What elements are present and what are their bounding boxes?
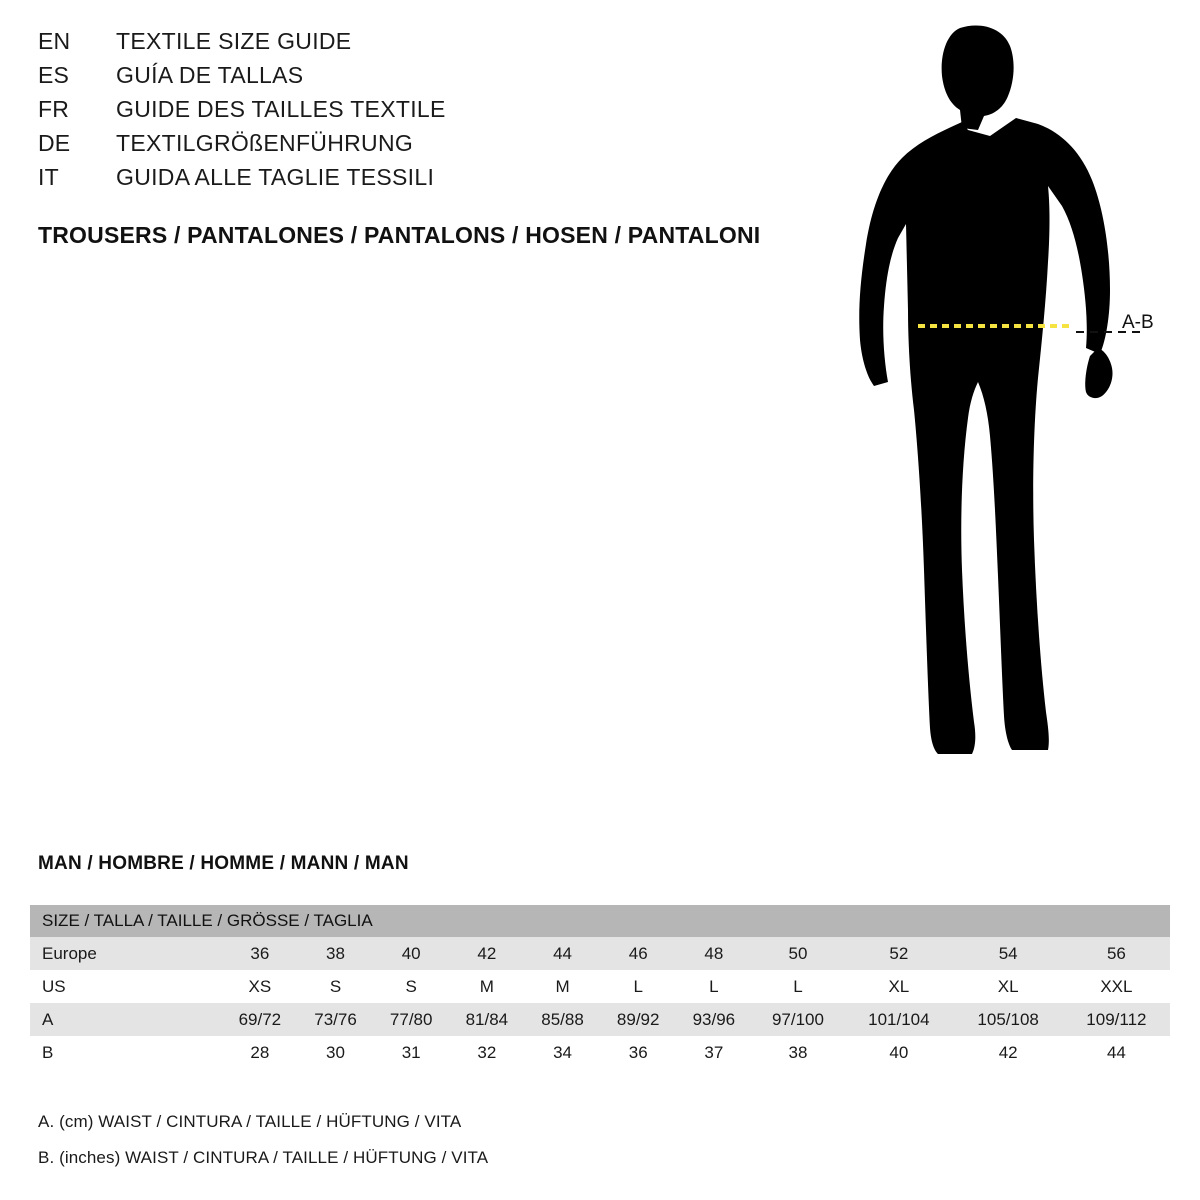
language-title: GUIDA ALLE TAGLIE TESSILI — [116, 164, 435, 190]
table-cell: L — [752, 970, 844, 1003]
table-cell: 81/84 — [449, 1003, 525, 1036]
table-cell: L — [676, 970, 752, 1003]
language-row — [38, 62, 798, 96]
table-cell: 37 — [676, 1036, 752, 1069]
table-cell: 93/96 — [676, 1003, 752, 1036]
table-cell: 46 — [600, 937, 676, 970]
language-row — [38, 28, 798, 62]
language-title: TEXTILGRÖßENFÜHRUNG — [116, 130, 414, 156]
table-cell: 48 — [676, 937, 752, 970]
table-cell: M — [449, 970, 525, 1003]
table-cell: XXL — [1063, 970, 1170, 1003]
language-code: ES — [38, 62, 70, 88]
table-row — [30, 970, 1170, 1003]
table-group-heading: MAN / HOMBRE / HOMME / MANN / MAN — [38, 853, 409, 874]
table-cell: 30 — [298, 1036, 374, 1069]
language-row — [38, 130, 798, 164]
language-code: FR — [38, 96, 70, 122]
row-label: B — [30, 1036, 222, 1069]
table-cell: 109/112 — [1063, 1003, 1170, 1036]
male-silhouette-figure — [810, 10, 1190, 800]
table-cell: L — [600, 970, 676, 1003]
table-cell: 36 — [222, 937, 298, 970]
table-header-row — [30, 905, 1170, 937]
table-cell: S — [373, 970, 449, 1003]
table-cell: 42 — [449, 937, 525, 970]
table-cell: 44 — [525, 937, 601, 970]
table-cell: 54 — [954, 937, 1063, 970]
table-cell: 40 — [373, 937, 449, 970]
silhouette-shape — [859, 25, 1112, 754]
language-title-block — [38, 28, 798, 198]
table-cell: 50 — [752, 937, 844, 970]
footnote-b: B. (inches) WAIST / CINTURA / TAILLE / HÜFTUNG / VITA — [38, 1148, 489, 1167]
language-code: EN — [38, 28, 71, 54]
table-cell: 44 — [1063, 1036, 1170, 1069]
table-cell: 105/108 — [954, 1003, 1063, 1036]
row-label: US — [30, 970, 222, 1003]
table-cell: 40 — [844, 1036, 953, 1069]
language-title: TEXTILE SIZE GUIDE — [116, 28, 352, 54]
table-cell: 52 — [844, 937, 953, 970]
table-row — [30, 1036, 1170, 1069]
table-cell: M — [525, 970, 601, 1003]
table-cell: 101/104 — [844, 1003, 953, 1036]
language-code: IT — [38, 164, 59, 190]
table-cell: 85/88 — [525, 1003, 601, 1036]
size-table — [30, 905, 1170, 1069]
footnote-a: A. (cm) WAIST / CINTURA / TAILLE / HÜFTUNG / VITA — [38, 1112, 462, 1131]
garment-type-title: TROUSERS / PANTALONES / PANTALONS / HOSEN / PANTALONI — [38, 222, 761, 248]
table-cell: 97/100 — [752, 1003, 844, 1036]
language-row — [38, 164, 798, 198]
language-row — [38, 96, 798, 130]
table-cell: 73/76 — [298, 1003, 374, 1036]
table-cell: 38 — [752, 1036, 844, 1069]
table-cell: XL — [844, 970, 953, 1003]
waist-measure-label: A-B — [1122, 312, 1154, 333]
row-label: A — [30, 1003, 222, 1036]
row-label: Europe — [30, 937, 222, 970]
language-title: GUIDE DES TAILLES TEXTILE — [116, 96, 446, 122]
table-cell: 69/72 — [222, 1003, 298, 1036]
table-cell: 89/92 — [600, 1003, 676, 1036]
language-title: GUÍA DE TALLAS — [116, 62, 304, 88]
table-cell: 32 — [449, 1036, 525, 1069]
table-cell: 28 — [222, 1036, 298, 1069]
table-cell: 77/80 — [373, 1003, 449, 1036]
table-row — [30, 937, 1170, 970]
table-row — [30, 1003, 1170, 1036]
table-cell: 56 — [1063, 937, 1170, 970]
table-header-label: SIZE / TALLA / TAILLE / GRÖSSE / TAGLIA — [30, 905, 1170, 937]
table-cell: 38 — [298, 937, 374, 970]
table-cell: XS — [222, 970, 298, 1003]
language-code: DE — [38, 130, 71, 156]
table-cell: S — [298, 970, 374, 1003]
table-cell: 36 — [600, 1036, 676, 1069]
table-cell: XL — [954, 970, 1063, 1003]
table-cell: 34 — [525, 1036, 601, 1069]
table-cell: 31 — [373, 1036, 449, 1069]
table-cell: 42 — [954, 1036, 1063, 1069]
